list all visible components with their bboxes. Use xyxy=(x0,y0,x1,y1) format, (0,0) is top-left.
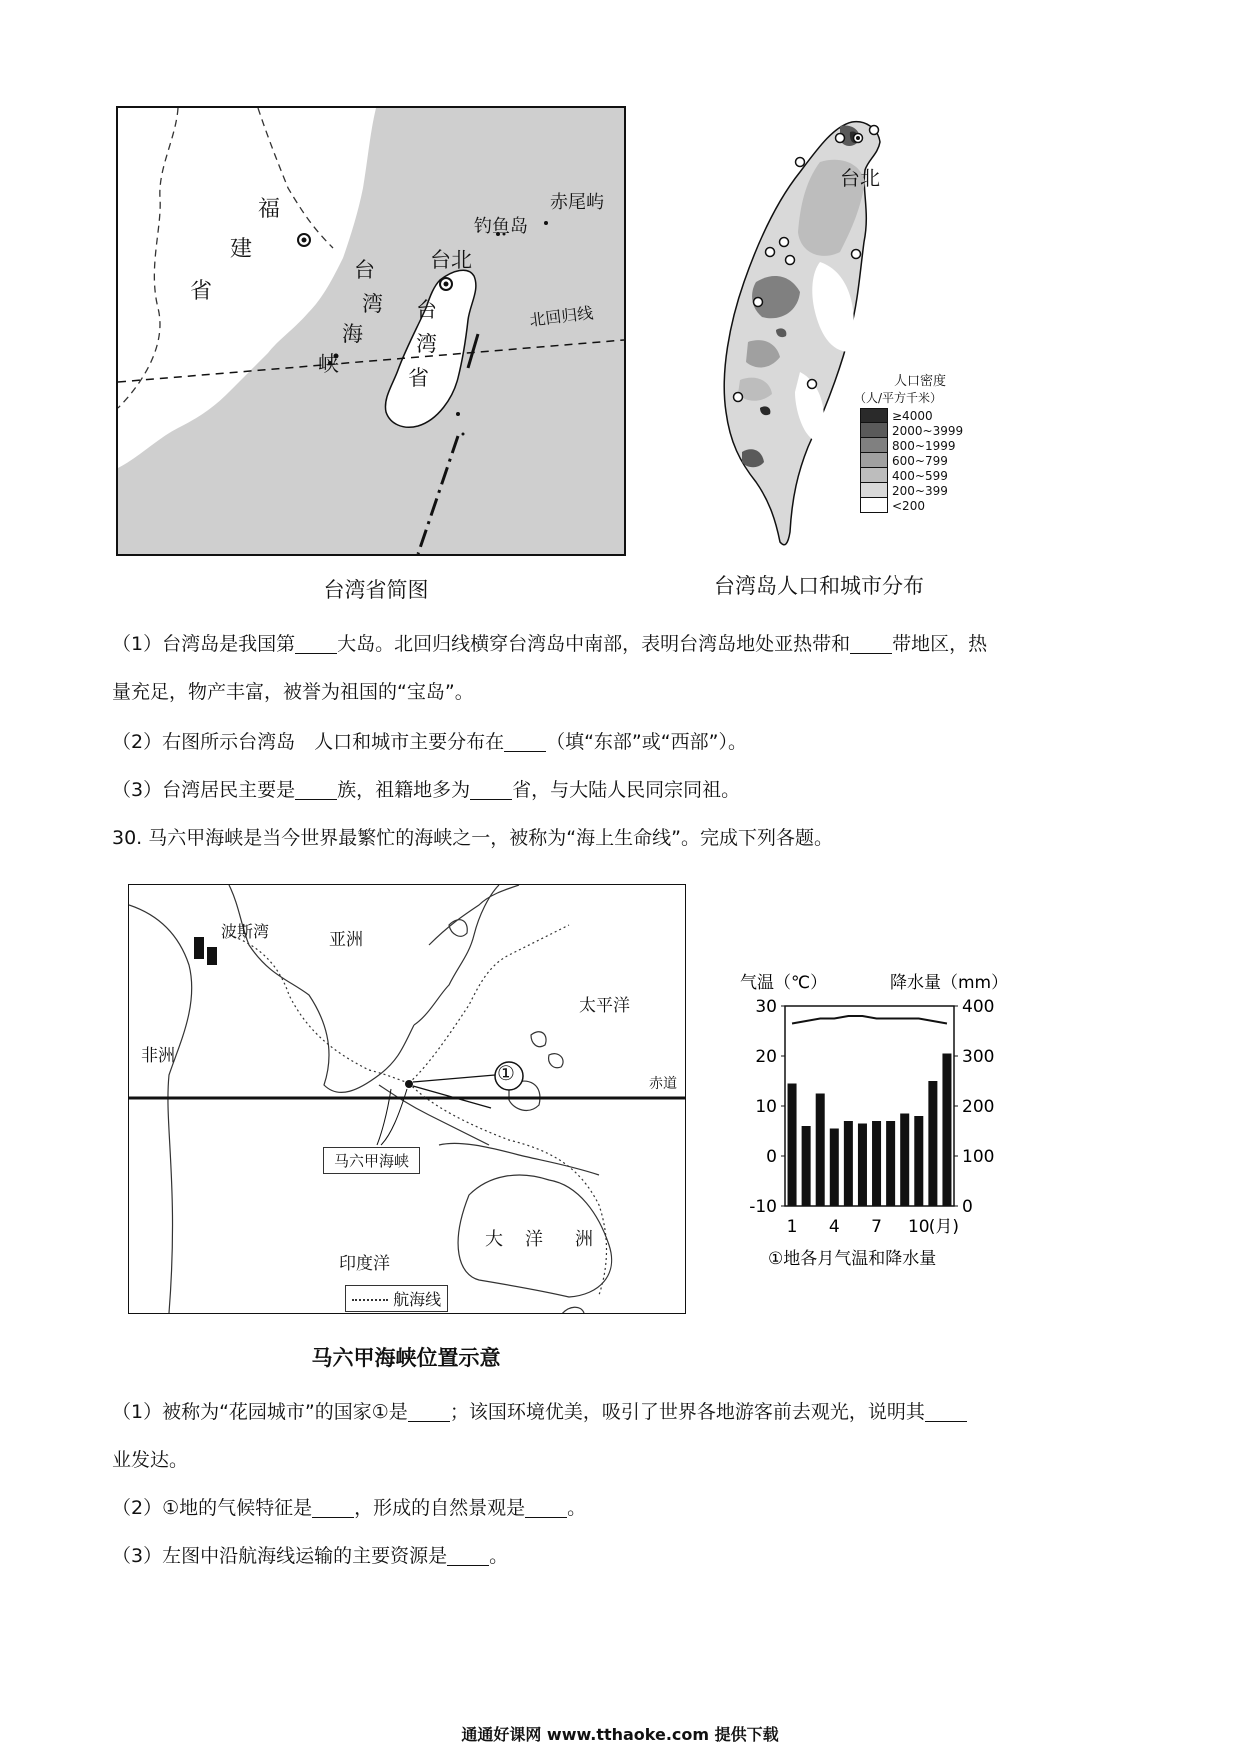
legend-item xyxy=(860,483,990,498)
taiwan-province-map-graphic xyxy=(118,108,624,554)
y-left-tick-label: 10 xyxy=(755,1097,777,1117)
malacca-map-graphic xyxy=(129,885,685,1313)
label-strait-xia: 峡 xyxy=(318,352,339,376)
taiwan-population-map xyxy=(700,112,1000,548)
y-right-tick-label: 0 xyxy=(962,1197,973,1217)
label-indian-ocean: 印度洋 xyxy=(339,1254,390,1274)
population-legend xyxy=(854,370,990,513)
precip-bar xyxy=(858,1124,867,1207)
label-oceania-da: 大 xyxy=(485,1229,503,1250)
label-fu: 福 xyxy=(258,197,281,222)
chart-ylabel-left: 气温（℃） xyxy=(740,973,828,993)
q30-blank-4[interactable] xyxy=(525,1495,567,1518)
legend-title: 人口密度 xyxy=(894,374,947,389)
legend-items xyxy=(860,408,990,513)
legend-item xyxy=(860,498,990,513)
x-tick-label: 4 xyxy=(828,1217,840,1237)
y-left-tick-label: 20 xyxy=(755,1047,777,1067)
label-strait-hai: 海 xyxy=(342,322,363,346)
q29-line2: 量充足，物产丰富，被誉为祖国的“宝岛”。 xyxy=(112,681,474,703)
page-footer: 通通好课网 www.tthaoke.com 提供下载 xyxy=(461,1725,779,1744)
legend-swatch xyxy=(860,483,888,498)
q29-blank-1[interactable] xyxy=(295,631,337,654)
y-right-tick-label: 400 xyxy=(962,997,995,1017)
y-right-tick-label: 100 xyxy=(962,1147,995,1167)
precip-bar xyxy=(844,1121,853,1206)
legend-item xyxy=(860,438,990,453)
precip-bar xyxy=(900,1114,909,1207)
legend-label: ≥4000 xyxy=(892,408,933,423)
fig1-caption: 台湾省简图 xyxy=(323,578,429,602)
legend-swatch xyxy=(860,468,888,483)
label-equator: 赤道 xyxy=(649,1076,677,1092)
route-legend-label: 航海线 xyxy=(393,1290,442,1309)
legend-swatch xyxy=(860,453,888,468)
q29-blank-3[interactable] xyxy=(504,729,546,752)
label-strait-wan: 湾 xyxy=(362,292,383,316)
label-jian: 建 xyxy=(230,237,253,262)
label-taipei: 台北 xyxy=(430,248,472,272)
label-chiwei: 赤尾屿 xyxy=(550,192,604,213)
taiwan-province-map xyxy=(116,106,626,556)
q29-line4: （3）台湾居民主要是 族，祖籍地多为 省，与大陆人民同宗同祖。 xyxy=(112,779,741,801)
label-island-wan: 湾 xyxy=(416,332,437,356)
label-oceania-zhou: 洲 xyxy=(575,1229,593,1250)
q30-line2: 业发达。 xyxy=(112,1449,189,1471)
q30-line4: （3）左图中沿航海线运输的主要资源是 。 xyxy=(112,1545,509,1567)
label-africa: 非洲 xyxy=(141,1046,175,1066)
legend-label: 200~399 xyxy=(892,483,948,498)
precip-bar xyxy=(802,1126,811,1206)
q30-blank-2[interactable] xyxy=(925,1399,967,1422)
y-left-tick-label: 30 xyxy=(755,997,777,1017)
q30-line3: （2）①地的气候特征是 ，形成的自然景观是 。 xyxy=(112,1497,587,1519)
x-tick-label: 7 xyxy=(871,1217,882,1237)
legend-swatch xyxy=(860,498,888,513)
fig2-taipei-label: 台北 xyxy=(840,166,880,190)
label-marker-1: ① xyxy=(497,1061,515,1085)
q30-line1: （1）被称为“花园城市”的国家①是 ；该国环境优美，吸引了世界各地游客前去观光，说明其 xyxy=(112,1398,967,1426)
q29-blank-5[interactable] xyxy=(470,777,512,800)
q29-line1: （1）台湾岛是我国第 大岛。北回归线横穿台湾岛中南部，表明台湾岛地处亚热带和 带地区，热 xyxy=(112,633,988,655)
legend-label: 400~599 xyxy=(892,468,948,483)
legend-item xyxy=(860,453,990,468)
malacca-map xyxy=(128,884,686,1314)
precip-bar xyxy=(788,1084,797,1207)
precip-bar xyxy=(872,1121,881,1206)
x-tick-label: 1 xyxy=(786,1217,798,1237)
legend-item xyxy=(860,423,990,438)
route-legend-line xyxy=(352,1299,388,1301)
legend-swatch xyxy=(860,423,888,438)
precip-bar xyxy=(816,1094,825,1207)
legend-item xyxy=(860,408,990,423)
label-island-tai: 台 xyxy=(416,298,437,322)
y-right-tick-label: 300 xyxy=(962,1047,995,1067)
legend-label: 600~799 xyxy=(892,453,948,468)
precip-bar xyxy=(886,1121,895,1206)
chart-ylabel-right: 降水量（mm） xyxy=(890,973,1009,993)
y-left-tick-label: -10 xyxy=(749,1197,777,1217)
x-tick-label: 10 xyxy=(907,1217,930,1237)
legend-item xyxy=(860,468,990,483)
legend-swatch xyxy=(860,438,888,453)
precip-bar xyxy=(928,1081,937,1206)
label-tropic: 北回归线 xyxy=(528,303,595,330)
precip-bar xyxy=(942,1054,951,1207)
q30-blank-5[interactable] xyxy=(447,1543,489,1566)
route-legend xyxy=(345,1285,448,1312)
q29-blank-4[interactable] xyxy=(295,777,337,800)
chart-title: ①地各月气温和降水量 xyxy=(768,1249,937,1266)
temperature-line xyxy=(792,1016,947,1024)
label-strait-tai: 台 xyxy=(354,258,375,282)
legend-swatch xyxy=(860,408,888,423)
fig3-caption: 马六甲海峡位置示意 xyxy=(311,1346,501,1370)
climate-chart xyxy=(740,966,1020,1266)
fig2-caption: 台湾岛人口和城市分布 xyxy=(714,574,924,598)
label-pacific: 太平洋 xyxy=(579,996,630,1016)
q29-blank-2[interactable] xyxy=(850,631,892,654)
label-island-sheng: 省 xyxy=(408,366,429,390)
q29-line3: （2）右图所示台湾岛 人口和城市主要分布在 （填“东部”或“西部”）。 xyxy=(112,731,747,753)
q30-title: 30. 马六甲海峡是当今世界最繁忙的海峡之一，被称为“海上生命线”。完成下列各题。 xyxy=(112,827,833,849)
legend-label: 800~1999 xyxy=(892,438,956,453)
label-malacca-strait: 马六甲海峡 xyxy=(323,1147,420,1174)
y-left-tick-label: 0 xyxy=(766,1147,777,1167)
q30-blank-3[interactable] xyxy=(312,1495,354,1518)
legend-unit: （人/平方千米） xyxy=(854,391,943,405)
label-asia: 亚洲 xyxy=(329,930,363,950)
legend-label: <200 xyxy=(892,498,925,513)
q30-blank-1[interactable] xyxy=(408,1399,450,1422)
legend-label: 2000~3999 xyxy=(892,423,964,438)
precip-bar xyxy=(830,1129,839,1207)
climate-chart-svg xyxy=(740,966,1020,1266)
label-oceania-yang: 洋 xyxy=(525,1229,543,1250)
label-sheng: 省 xyxy=(190,279,213,304)
y-right-tick-label: 200 xyxy=(962,1097,995,1117)
chart-xlabel: (月) xyxy=(928,1217,960,1237)
precip-bar xyxy=(914,1116,923,1206)
label-diaoyu: 钓鱼岛 xyxy=(474,216,528,237)
label-persian-gulf: 波斯湾 xyxy=(221,922,270,941)
